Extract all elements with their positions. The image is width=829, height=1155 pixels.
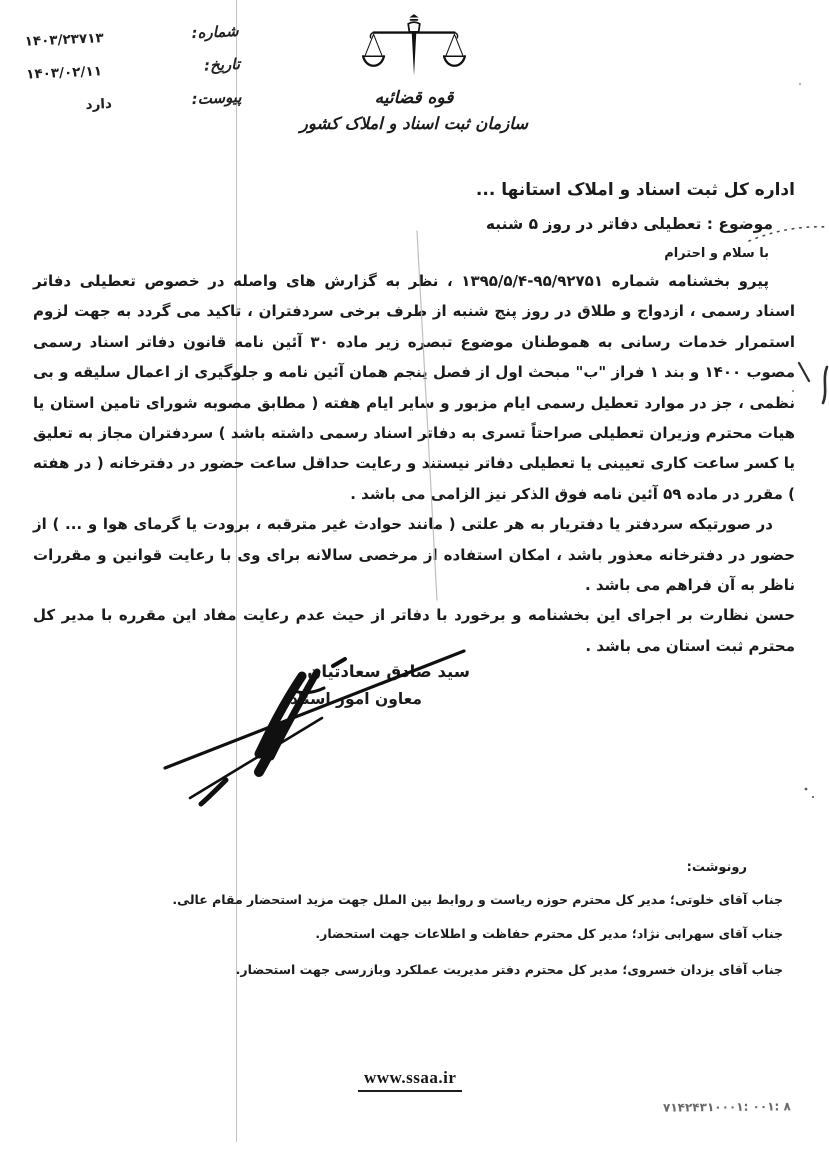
body-paragraph: در صورتیکه سردفتر یا دفتریار به هر علتی ( مانند حوادث غیر مترقبه ، برودت یا گرمای هوا و ... ) از حضور در دفترخانه معذور باشد ، امکان استفاده از مرخصی سالانه برای وی با رعایت قوانین و مقررات ناظر به آن فراهم می باشد . — [33, 515, 795, 595]
cc-section — [172, 860, 783, 979]
date-label: تاریخ: — [203, 54, 241, 75]
letter-body — [33, 266, 795, 661]
cc-item: جناب آقای یزدان خسروی؛ مدیر کل محترم دفتر مدیریت عملکرد وبازرسی جهت استحضار. — [235, 962, 783, 977]
body-paragraph: حسن نظارت بر اجرای این بخشنامه و برخورد با دفاتر از حیث عدم رعایت مفاد این مقرره با مدیر کل محترم ثبت استان می باشد . — [33, 606, 795, 655]
judiciary-name: قوه قضائیه — [374, 88, 454, 108]
letter-number-row — [24, 22, 239, 50]
attachment-value: دارد — [85, 95, 113, 113]
number-value: ۱۴۰۳/۲۳۷۱۳ — [24, 30, 105, 50]
letter-address-block — [476, 180, 795, 261]
signer-title: معاون امور اسناد — [289, 690, 422, 708]
cc-item: جناب آقای سهرابی نژاد؛ مدیر کل محترم حفاظت و اطلاعات جهت استحضار. — [315, 926, 783, 941]
letter-attachment-row — [27, 88, 242, 116]
fax-stamp-number: ۷۱۴۲۴۳۱۰۰۰۱: ۰۰۱: ۸ — [663, 1099, 792, 1115]
org-header — [288, 2, 540, 133]
subject-line: موضوع : تعطیلی دفاتر در روز ۵ شنبه — [485, 215, 773, 233]
signature-block — [225, 662, 470, 708]
cc-heading: رونوشت: — [686, 860, 747, 875]
cc-item: جناب آقای خلوتی؛ مدیر کل محترم حوزه ریاست و روابط بین الملل جهت مزید استحضار مقام عالی. — [172, 892, 783, 907]
scales-of-justice-icon — [362, 2, 466, 92]
letter-date-row — [26, 55, 241, 83]
signer-name: سید صادق سعادتیان — [307, 662, 470, 681]
salutation-line: با سلام و احترام — [664, 246, 769, 261]
date-value: ۱۴۰۳/۰۲/۱۱ — [25, 63, 103, 83]
letter-meta-block — [24, 22, 242, 131]
cc-list — [172, 890, 783, 979]
recipient-line: اداره کل ثبت اسناد و املاک استانها ... — [475, 180, 795, 200]
attachment-label: پیوست: — [191, 87, 242, 109]
body-paragraph: پیرو بخشنامه شماره ۹۵/۹۲۷۵۱-۱۳۹۵/۵/۴ ، نظر به گزارش های واصله در خصوص تعطیلی دفاتر اسناد رسمی ، ازدواج و طلاق در روز پنج شنبه از طرف برخی سردفتران ، تاکید می گردد به جهت لزوم استمرار خدمات رسانی به هموطنان موضوع تبصره زیر ماده ۳۰ آئین نامه قانون دفاتر اسناد رسمی مصوب ۱۴۰۰ و بند ۱ فراز "ب" مبحث اول از فصل پنجم همان آئین نامه و جلوگیری از اعمال سلیقه و بی نظمی ، جز در موارد تعطیل رسمی ایام مزبور و سایر ایام هفته ( مطابق مصوبه شورای تامین استان یا هیات محترم وزیران تعطیلی صراحتاً تسری به دفاتر اسناد رسمی داشته باشد ) سردفتران مجاز به تعلیق یا کسر ساعت کاری تعیینی یا تعطیلی دفاتر نیستند و رعایت حداقل ساعت حضور در دفترخانه ( در هفته ) مقرر در ماده ۵۹ آئین نامه فوق الذکر نیز الزامی می باشد . — [33, 272, 795, 503]
number-label: شماره: — [191, 22, 239, 43]
organization-name: سازمان ثبت اسناد و املاک کشور — [299, 114, 529, 133]
website-url: www.ssaa.ir — [358, 1068, 462, 1092]
